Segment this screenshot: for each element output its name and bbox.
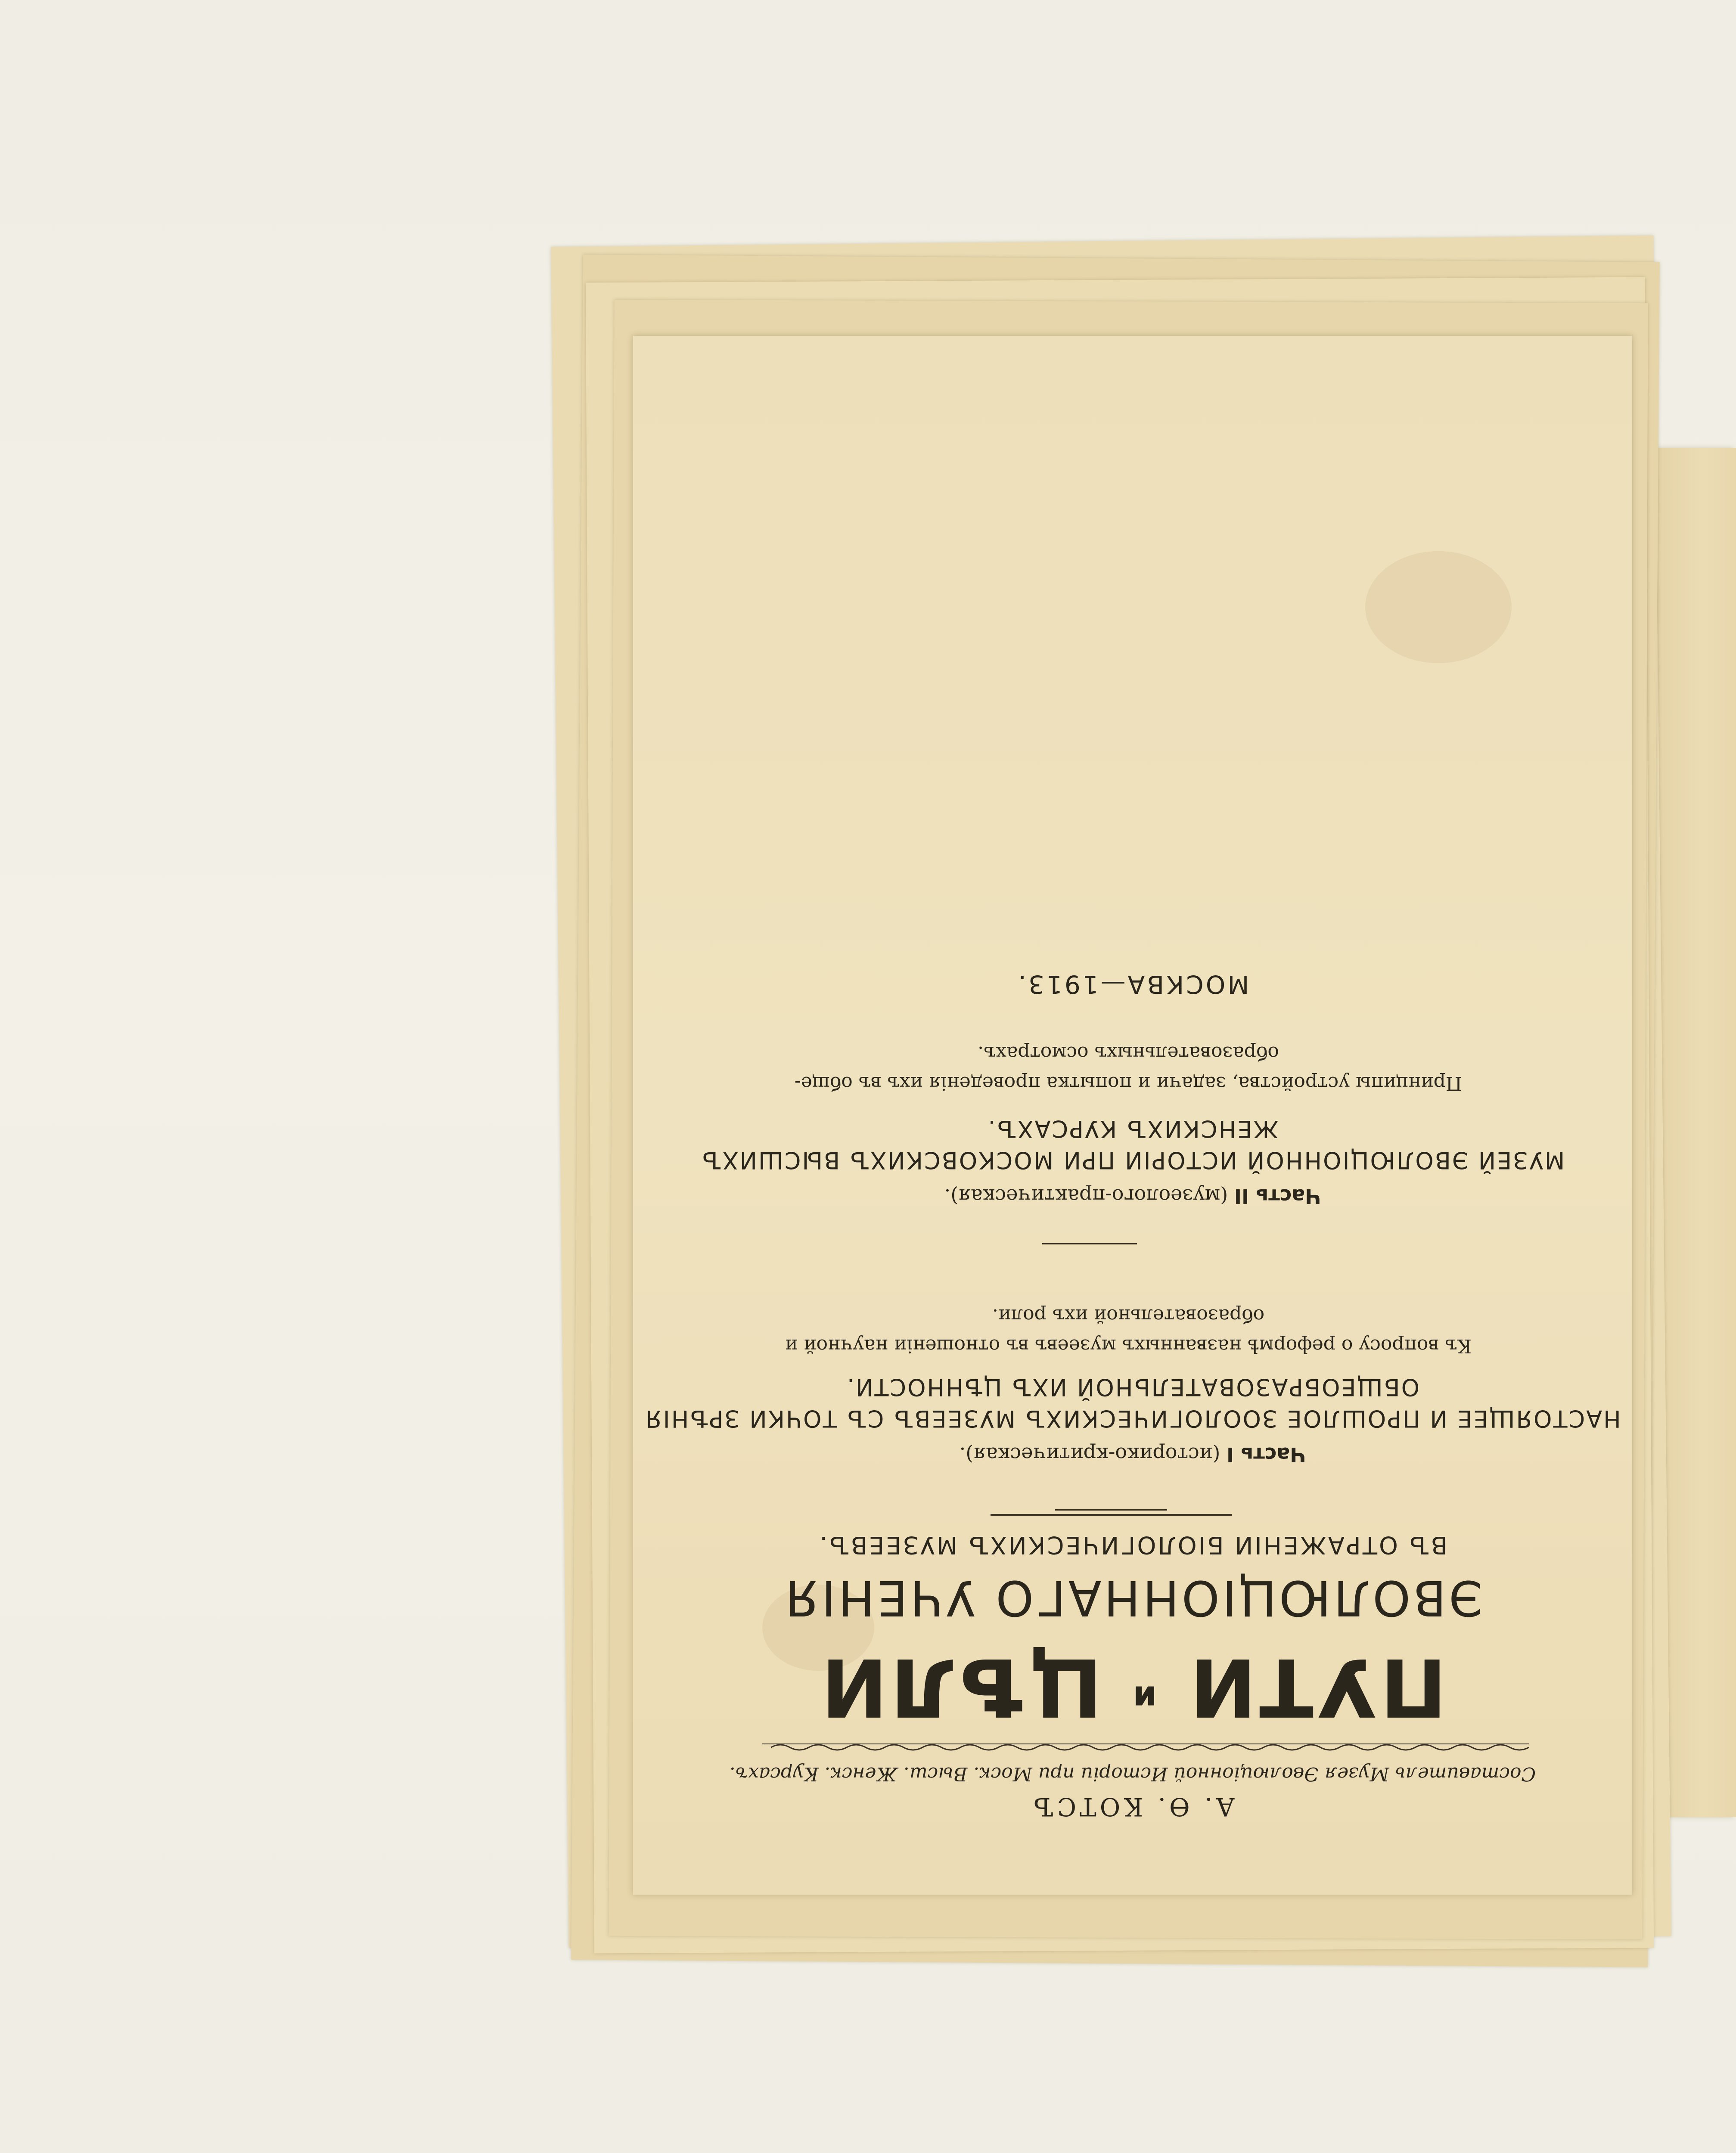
part-1-note: (историко-критическая). <box>959 1443 1220 1466</box>
part-2-description: Принципы устройства, задачи и попытка проведенія ихъ въ обще-образовательныхъ осмотрахъ. <box>794 1042 1463 1094</box>
part-2-label <box>633 1185 1632 1208</box>
part-2-note: (музеолого-практическая). <box>944 1185 1228 1208</box>
wavy-rule-ornament <box>762 1742 1529 1753</box>
title-word-2: ЦѢЛИ <box>818 1641 1103 1734</box>
part-1-number: Часть I <box>1227 1443 1306 1466</box>
part-1-description: Къ вопросу о реформѣ названныхъ музеевъ въ отношеніи научной и образовательной ихъ роли. <box>785 1304 1472 1357</box>
short-rule-divider <box>1042 1243 1137 1244</box>
title-word-1: ПУТИ <box>1187 1641 1447 1734</box>
title-conjunction: и <box>1133 1678 1157 1719</box>
subtitle-line-2: ВЪ ОТРАЖЕНІИ БІОЛОГИЧЕСКИХЪ МУЗЕЕВЪ. <box>818 1531 1447 1559</box>
title-page <box>633 336 1632 1895</box>
author-name: А. Ө. КОТСЪ <box>1030 1792 1235 1821</box>
part-2-heading: МУЗЕЙ ЭВОЛЮЦІОННОЙ ИСТОРІИ ПРИ МОСКОВСКИХЪ ВЫСШИХЪ ЖЕНСКИХЪ КУРСАХЪ. <box>700 1115 1565 1174</box>
compiler-line: Составитель Музея Эволюціонной Исторіи при Моск. Высш. Женск. Курсахъ. <box>729 1763 1536 1785</box>
main-title <box>633 1641 1632 1734</box>
double-rule-divider <box>991 1508 1232 1516</box>
part-1-heading: НАСТОЯЩЕЕ И ПРОШЛОЕ ЗООЛОГИЧЕСКИХЪ МУЗЕЕВЪ СЪ ТОЧКИ ЗРѢНІЯ ОБЩЕОБРАЗОВАТЕЛЬНОЙ ИХЪ ЦѢННОСТИ. <box>644 1374 1621 1432</box>
part-1-label <box>633 1443 1632 1466</box>
imprint-city-year: МОСКВА—1913. <box>1016 970 1249 999</box>
subtitle-line-1: ЭВОЛЮЦІОННАГО УЧЕНІЯ <box>783 1570 1483 1626</box>
title-page-content-rotated <box>633 336 1632 1895</box>
part-2-number: Часть II <box>1234 1185 1321 1208</box>
